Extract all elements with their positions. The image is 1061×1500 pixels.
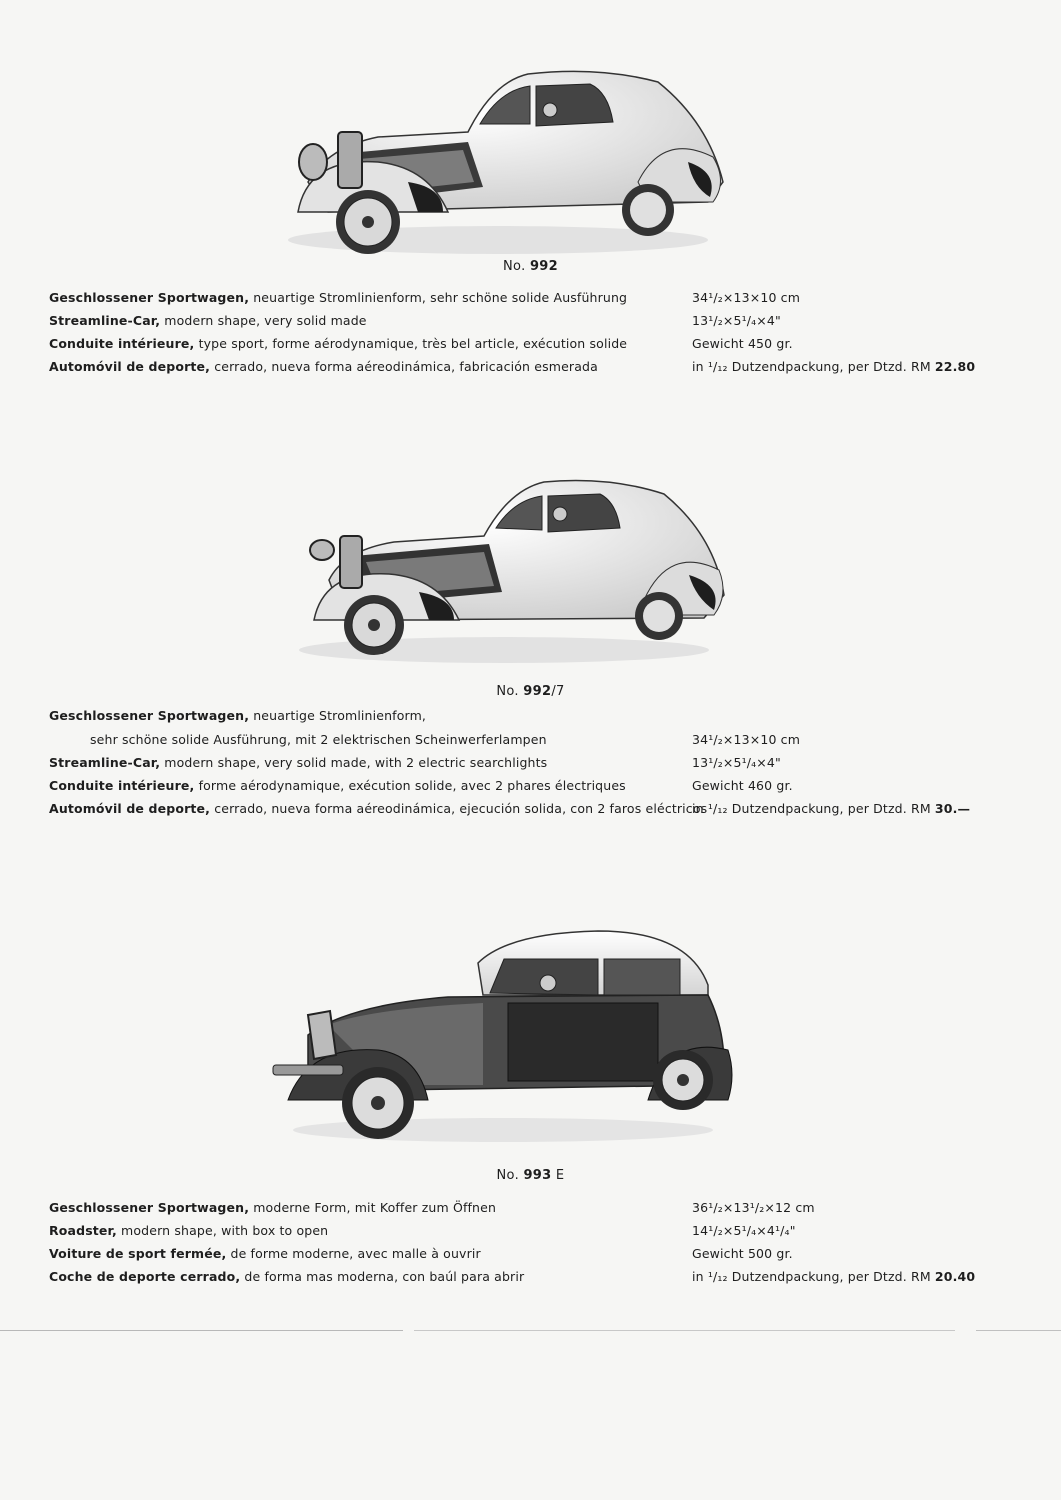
description-de: Geschlossener Sportwagen, neuartige Stromlinienform, (49, 708, 427, 723)
description-de-cont: sehr schöne solide Ausführung, mit 2 elektrischen Scheinwerferlampen (90, 732, 547, 747)
roadster-illustration (268, 925, 738, 1150)
description-de: Geschlossener Sportwagen, moderne Form, mit Koffer zum Öffnen (49, 1200, 497, 1215)
description-en: Streamline-Car, modern shape, very solid made (49, 313, 367, 328)
dimensions-inch: 13¹/₂×5¹/₄×4" (692, 755, 781, 770)
page-divider (0, 1330, 1061, 1331)
price: 22.80 (934, 359, 976, 374)
description-es: Automóvil de deporte, cerrado, nueva forma aéreodinámica, fabricación esmerada (49, 359, 598, 374)
description-fr: Conduite intérieure, type sport, forme aérodynamique, très bel article, exécution solide (49, 336, 628, 351)
dimensions-cm: 34¹/₂×13×10 cm (692, 732, 801, 747)
price-line: in ¹/₁₂ Dutzendpackung, per Dtzd. RM 22.80 (692, 359, 976, 374)
weight: Gewicht 450 gr. (692, 336, 793, 351)
weight: Gewicht 500 gr. (692, 1246, 793, 1261)
description-en: Roadster, modern shape, with box to open (49, 1223, 329, 1238)
model-number: No. 992/7 (496, 684, 565, 699)
description-fr: Voiture de sport fermée, de forme moderne, avec malle à ouvrir (49, 1246, 481, 1261)
model-number: No. 992 (503, 259, 558, 274)
streamline-car-searchlights-illustration (274, 470, 734, 670)
description-de: Geschlossener Sportwagen, neuartige Stromlinienform, sehr schöne solide Ausführung (49, 290, 628, 305)
dimensions-cm: 36¹/₂×13¹/₂×12 cm (692, 1200, 815, 1215)
description-en: Streamline-Car, modern shape, very solid made, with 2 electric searchlights (49, 755, 548, 770)
dimensions-inch: 14¹/₂×5¹/₄×4¹/₄" (692, 1223, 796, 1238)
dimensions-cm: 34¹/₂×13×10 cm (692, 290, 801, 305)
description-es: Coche de deporte cerrado, de forma mas moderna, con baúl para abrir (49, 1269, 525, 1284)
streamline-car-illustration (268, 62, 738, 262)
weight: Gewicht 460 gr. (692, 778, 793, 793)
price-line: in ¹/₁₂ Dutzendpackung, per Dtzd. RM 20.40 (692, 1269, 976, 1284)
model-number: No. 993 E (496, 1168, 565, 1183)
price: 30.— (934, 801, 971, 816)
description-es: Automóvil de deporte, cerrado, nueva forma aéreodinámica, ejecución solida, con 2 faros eléctricos (49, 801, 708, 816)
price: 20.40 (934, 1269, 976, 1284)
description-fr: Conduite intérieure, forme aérodynamique, exécution solide, avec 2 phares électriques (49, 778, 626, 793)
dimensions-inch: 13¹/₂×5¹/₄×4" (692, 313, 781, 328)
price-line: in ¹/₁₂ Dutzendpackung, per Dtzd. RM 30.— (692, 801, 971, 816)
